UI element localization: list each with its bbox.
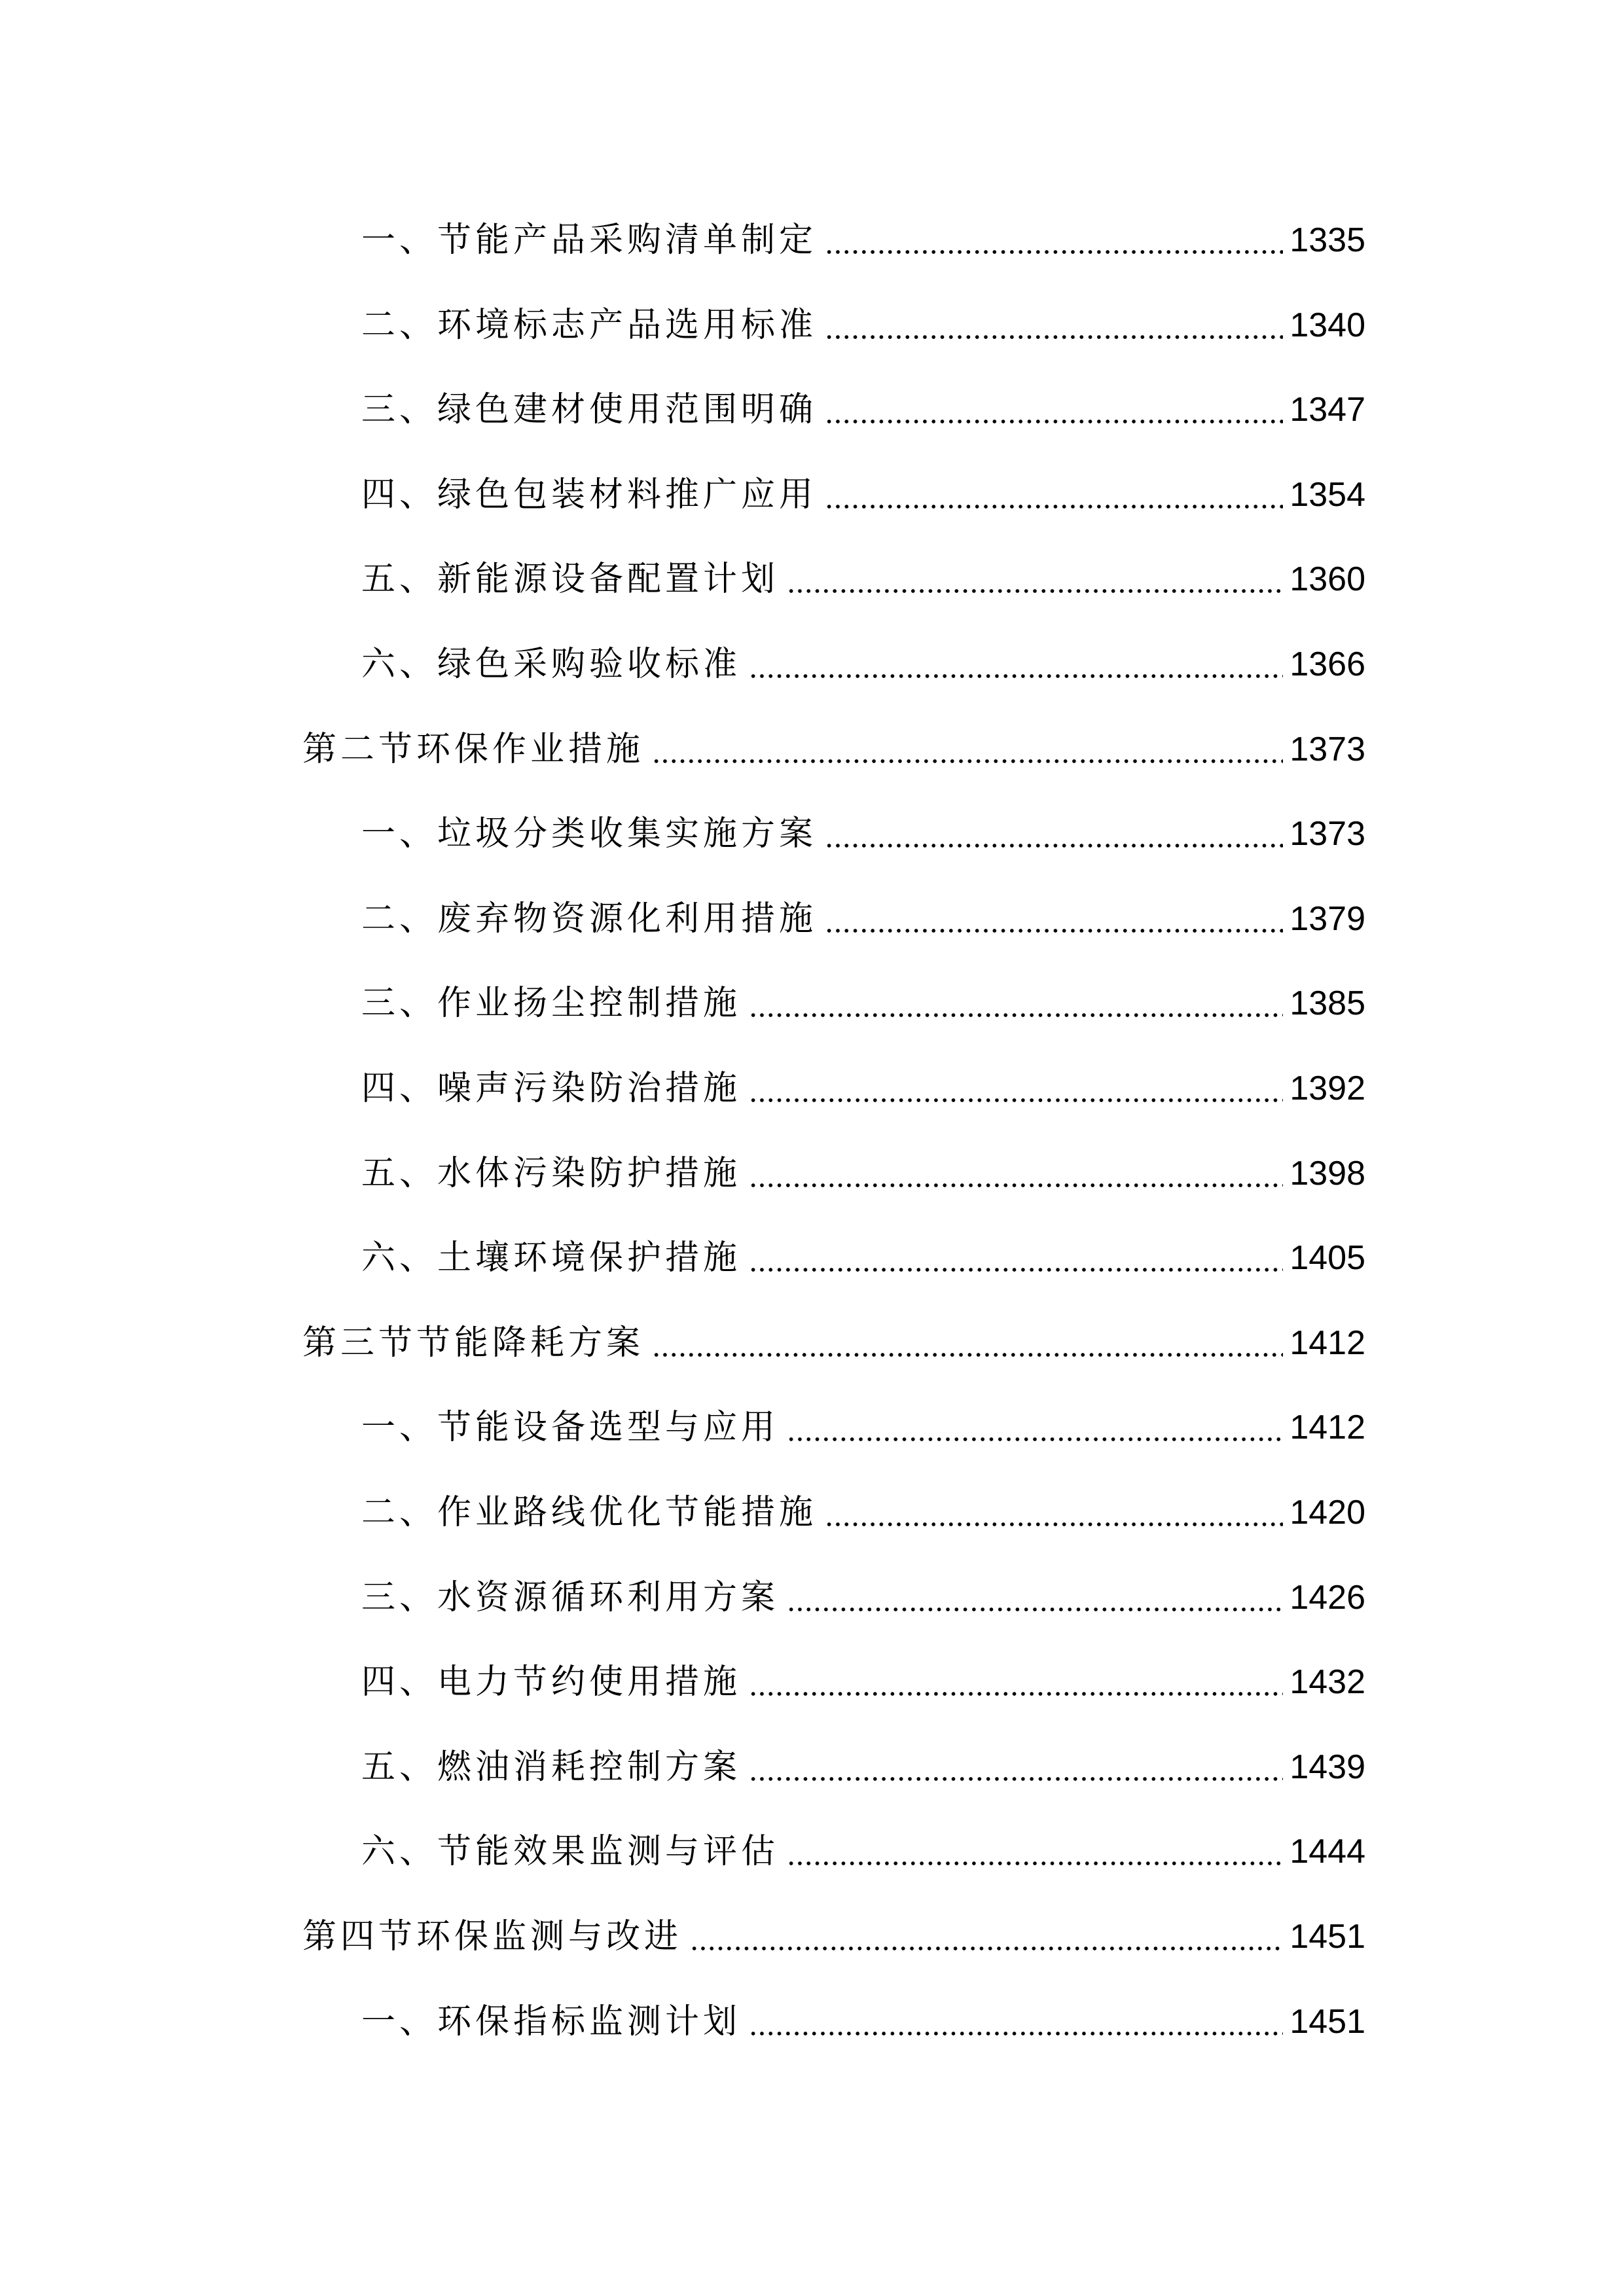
toc-page-number: 1347 — [1290, 391, 1365, 429]
toc-dot-leader — [825, 889, 1283, 948]
toc-subsection-entry[interactable] — [361, 211, 1365, 270]
toc-dot-leader — [749, 1992, 1283, 2051]
toc-entry-label: 六、绿色采购验收标准 — [361, 645, 742, 684]
toc-subsection-entry[interactable] — [361, 804, 1365, 863]
toc-dot-leader — [825, 380, 1283, 439]
toc-page-number: 1354 — [1290, 475, 1365, 514]
toc-subsection-entry[interactable] — [361, 1822, 1365, 1881]
toc-page-number: 1340 — [1290, 306, 1365, 344]
toc-entry-label: 三、水资源循环利用方案 — [361, 1577, 780, 1617]
toc-page-number: 1405 — [1290, 1239, 1365, 1278]
toc-dot-leader — [749, 1738, 1283, 1797]
toc-subsection-entry[interactable] — [361, 380, 1365, 439]
toc-page-number: 1439 — [1290, 1748, 1365, 1786]
toc-subsection-entry[interactable] — [361, 465, 1365, 524]
toc-page-number: 1366 — [1290, 645, 1365, 683]
toc-subsection-entry[interactable] — [361, 1738, 1365, 1797]
toc-entry-label: 三、绿色建材使用范围明确 — [361, 390, 818, 430]
toc-section-entry[interactable] — [302, 1314, 1365, 1372]
toc-entry-label: 四、电力节约使用措施 — [361, 1662, 742, 1702]
toc-subsection-entry[interactable] — [361, 1992, 1365, 2051]
toc-page-number: 1420 — [1290, 1494, 1365, 1532]
toc-dot-leader — [690, 1907, 1283, 1966]
toc-dot-leader — [652, 720, 1283, 779]
toc-page-number: 1360 — [1290, 560, 1365, 599]
toc-subsection-entry[interactable] — [361, 974, 1365, 1033]
toc-entry-label: 五、水体污染防护措施 — [361, 1153, 742, 1193]
toc-entry-label: 四、噪声污染防治措施 — [361, 1069, 742, 1108]
toc-page-number: 1444 — [1290, 1833, 1365, 1871]
toc-entry-label: 四、绿色包装材料推广应用 — [361, 475, 818, 514]
toc-dot-leader — [787, 1398, 1283, 1457]
toc-page-number: 1451 — [1290, 2002, 1365, 2041]
toc-page-number: 1373 — [1290, 815, 1365, 853]
toc-dot-leader — [652, 1314, 1283, 1372]
toc-entry-label: 一、环保指标监测计划 — [361, 2001, 742, 2041]
toc-entry-label: 二、环境标志产品选用标准 — [361, 305, 818, 345]
toc-entry-label: 二、废弃物资源化利用措施 — [361, 899, 818, 939]
toc-page-number: 1392 — [1290, 1069, 1365, 1107]
toc-subsection-entry[interactable] — [361, 296, 1365, 355]
toc-subsection-entry[interactable] — [361, 1144, 1365, 1203]
toc-entry-label: 三、作业扬尘控制措施 — [361, 984, 742, 1024]
toc-page-number: 1451 — [1290, 1918, 1365, 1956]
toc-page-number: 1398 — [1290, 1154, 1365, 1193]
toc-entry-label: 一、节能设备选型与应用 — [361, 1408, 780, 1448]
toc-entry-label: 二、作业路线优化节能措施 — [361, 1493, 818, 1532]
toc-dot-leader — [749, 635, 1283, 694]
toc-dot-leader — [749, 974, 1283, 1033]
toc-subsection-entry[interactable] — [361, 1229, 1365, 1287]
toc-entry-label: 一、节能产品采购清单制定 — [361, 221, 818, 260]
toc-subsection-entry[interactable] — [361, 889, 1365, 948]
toc-entry-label: 一、垃圾分类收集实施方案 — [361, 814, 818, 854]
toc-page-number: 1412 — [1290, 1408, 1365, 1447]
toc-subsection-entry[interactable] — [361, 1568, 1365, 1627]
toc-dot-leader — [825, 211, 1283, 270]
toc-page-number: 1412 — [1290, 1323, 1365, 1362]
toc-dot-leader — [825, 804, 1283, 863]
toc-page-number: 1426 — [1290, 1578, 1365, 1617]
toc-entry-label: 六、土壤环境保护措施 — [361, 1238, 742, 1278]
toc-dot-leader — [787, 1822, 1283, 1881]
toc-dot-leader — [749, 1229, 1283, 1287]
toc-entry-label: 六、节能效果监测与评估 — [361, 1832, 780, 1872]
toc-subsection-entry[interactable] — [361, 550, 1365, 609]
toc-entry-label: 第三节节能降耗方案 — [302, 1323, 645, 1363]
toc-dot-leader — [825, 465, 1283, 524]
toc-subsection-entry[interactable] — [361, 1059, 1365, 1118]
toc-dot-leader — [787, 550, 1283, 609]
toc-subsection-entry[interactable] — [361, 1653, 1365, 1712]
toc-page-number: 1373 — [1290, 730, 1365, 768]
toc-subsection-entry[interactable] — [361, 635, 1365, 694]
toc-entry-label: 第二节环保作业措施 — [302, 729, 645, 769]
toc-page-number: 1385 — [1290, 984, 1365, 1023]
toc-entry-label: 五、燃油消耗控制方案 — [361, 1747, 742, 1787]
toc-entry-label: 五、新能源设备配置计划 — [361, 560, 780, 600]
toc-page-number: 1432 — [1290, 1663, 1365, 1702]
toc-subsection-entry[interactable] — [361, 1398, 1365, 1457]
toc-section-entry[interactable] — [302, 1907, 1365, 1966]
toc-dot-leader — [825, 1483, 1283, 1542]
toc-dot-leader — [825, 296, 1283, 355]
toc-subsection-entry[interactable] — [361, 1483, 1365, 1542]
toc-dot-leader — [749, 1144, 1283, 1203]
toc-page-number: 1335 — [1290, 221, 1365, 259]
toc-entry-label: 第四节环保监测与改进 — [302, 1917, 683, 1956]
toc-dot-leader — [749, 1653, 1283, 1712]
toc-section-entry[interactable] — [302, 720, 1365, 779]
toc-page-number: 1379 — [1290, 899, 1365, 938]
toc-dot-leader — [787, 1568, 1283, 1627]
toc-dot-leader — [749, 1059, 1283, 1118]
